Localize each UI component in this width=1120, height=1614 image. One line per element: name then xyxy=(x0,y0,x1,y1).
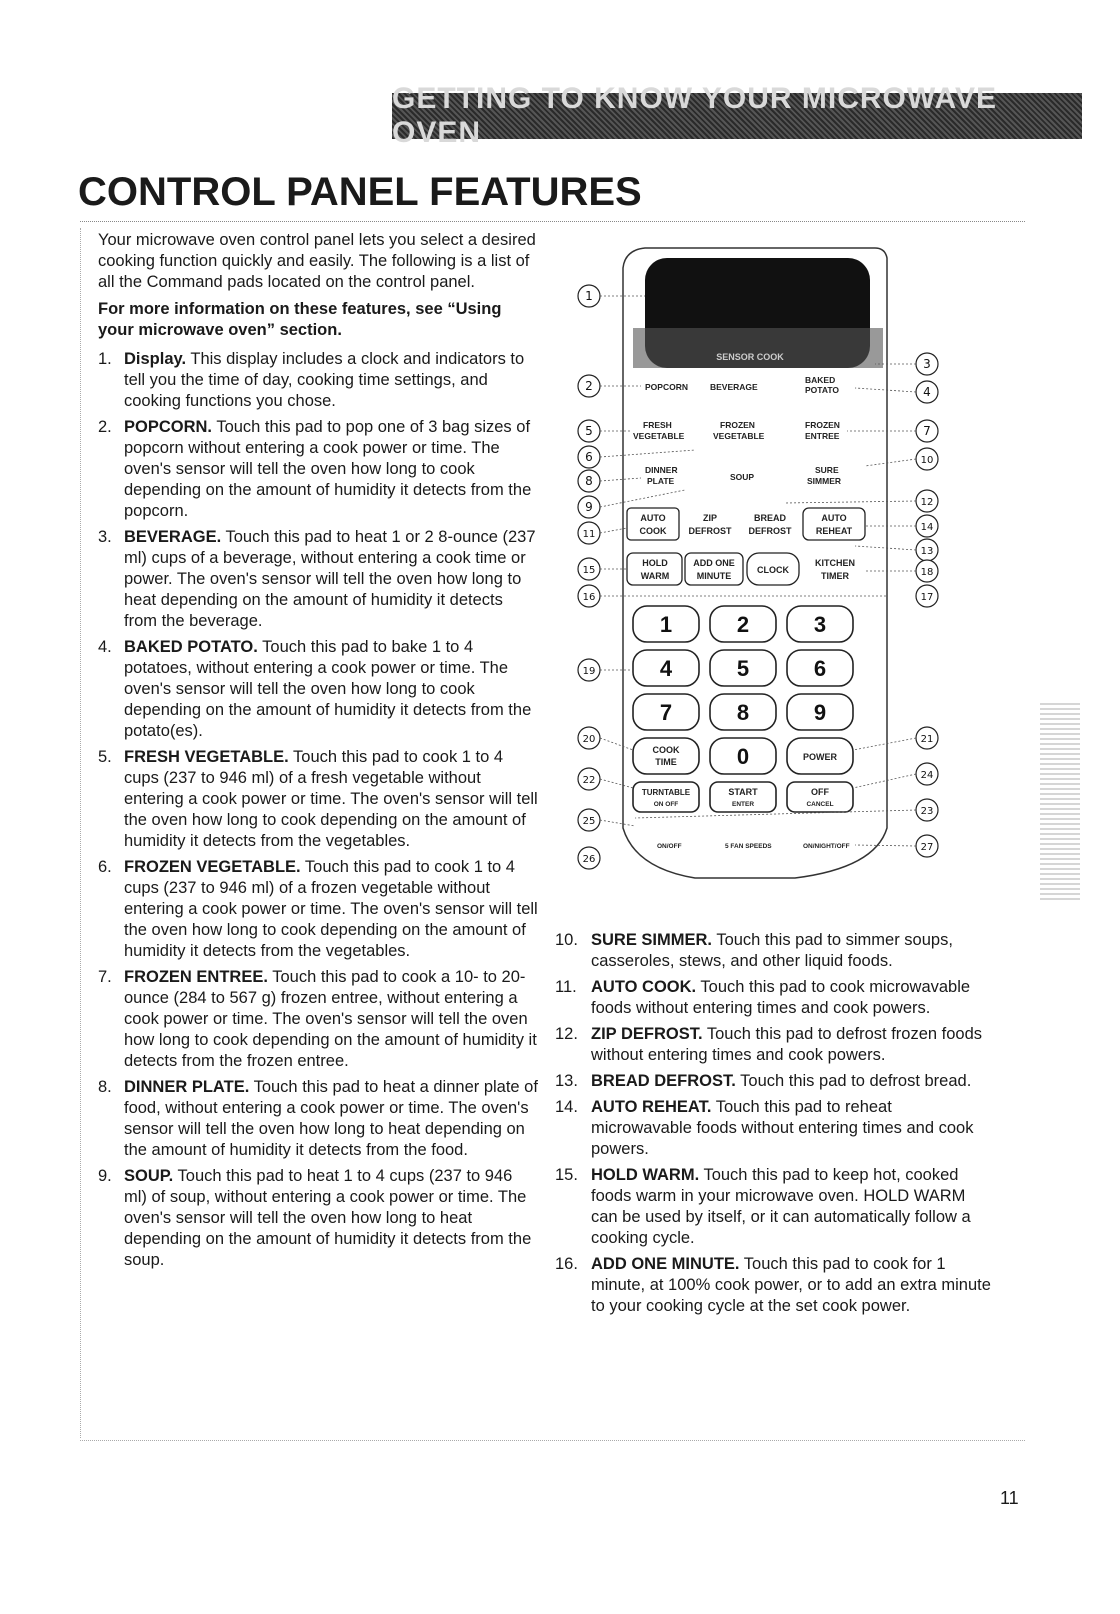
svg-text:17: 17 xyxy=(920,592,934,603)
callout-5 xyxy=(578,420,600,442)
svg-text:10: 10 xyxy=(920,455,934,466)
feature-text: Touch this pad to pop one of 3 bag sizes of popcorn without entering a cook power or time. The oven's sensor will tell the oven how long to cook depending on the amount of humidity it detects from the popcorn. xyxy=(124,418,532,520)
feature-number: 11. xyxy=(555,978,577,996)
key-fresh-vegetable-2: VEGETABLE xyxy=(633,431,685,441)
key-beverage[interactable]: BEVERAGE xyxy=(710,382,758,392)
callout-23 xyxy=(916,799,938,821)
key-turntable-2: ON OFF xyxy=(653,801,679,808)
callout-27 xyxy=(916,835,938,857)
callout-25 xyxy=(578,809,600,831)
intro-paragraph: Your microwave oven control panel lets you select a desired cooking function quickly and easily. The following is a list of all the Command pads located on the control panel. xyxy=(98,231,536,291)
key-power: POWER xyxy=(802,752,838,762)
feature-number: 12. xyxy=(555,1025,578,1043)
svg-text:5: 5 xyxy=(585,424,593,438)
key-off-2: CANCEL xyxy=(806,801,834,808)
key-frozen-vegetable-2: VEGETABLE xyxy=(713,431,765,441)
key-bread-defrost-2: DEFROST xyxy=(748,526,792,536)
svg-text:9: 9 xyxy=(585,500,593,514)
digit-0: 0 xyxy=(736,744,750,769)
callout-8 xyxy=(578,470,600,492)
key-hold-warm-2: WARM xyxy=(640,571,670,581)
svg-text:8: 8 xyxy=(585,474,593,488)
feature-item xyxy=(555,1254,995,1317)
left-border xyxy=(80,228,81,1438)
key-start-2: ENTER xyxy=(731,801,755,808)
callout-21 xyxy=(916,727,938,749)
callout-19 xyxy=(578,659,600,681)
feature-text: Touch this pad to defrost bread. xyxy=(740,1072,972,1090)
bottom-rule xyxy=(80,1440,1025,1441)
intro-note: For more information on these features, see “Using your microwave oven” section. xyxy=(98,300,502,339)
key-cook-time: COOK xyxy=(652,745,680,755)
feature-number: 8. xyxy=(98,1078,112,1096)
key-baked-potato[interactable]: BAKED xyxy=(805,375,836,385)
feature-number: 2. xyxy=(98,418,112,436)
digit-1: 1 xyxy=(659,612,673,637)
feature-name: SURE SIMMER. xyxy=(591,931,713,949)
feature-text: Touch this pad to cook for 1 minute, at 100% cook power, or to add an extra minute to your cooking cycle at the set cook power. xyxy=(591,1255,991,1315)
digit-7: 7 xyxy=(659,700,673,725)
display-band xyxy=(633,328,883,368)
key-frozen-entree[interactable]: FROZEN xyxy=(805,420,840,430)
feature-item xyxy=(98,1077,538,1161)
feature-item xyxy=(98,967,538,1072)
feature-item xyxy=(98,1166,538,1271)
feature-name: SOUP. xyxy=(124,1167,174,1185)
key-fresh-vegetable[interactable]: FRESH xyxy=(643,420,672,430)
svg-text:18: 18 xyxy=(920,567,934,578)
key-off: OFF xyxy=(811,787,829,797)
feature-name: BREAD DEFROST. xyxy=(591,1072,736,1090)
callout-3 xyxy=(916,353,938,375)
callout-9 xyxy=(578,496,600,518)
svg-text:4: 4 xyxy=(923,385,931,399)
key-frozen-entree-2: ENTREE xyxy=(805,431,840,441)
feature-text: Touch this pad to keep hot, cooked foods warm in your microwave oven. HOLD WARM can be used by itself, or it can automatically follow a cooking cycle. xyxy=(591,1166,971,1247)
feature-number: 6. xyxy=(98,858,112,876)
callout-10 xyxy=(916,448,938,470)
callout-14 xyxy=(916,515,938,537)
svg-text:26: 26 xyxy=(582,854,596,865)
svg-text:11: 11 xyxy=(582,529,596,540)
section-banner xyxy=(392,82,1082,149)
feature-item xyxy=(98,637,538,742)
callout-16 xyxy=(578,585,600,607)
feature-name: POPCORN. xyxy=(124,418,213,436)
key-sure-simmer-2: SIMMER xyxy=(807,476,841,486)
feature-name: FRESH VEGETABLE. xyxy=(124,748,289,766)
callout-11 xyxy=(578,522,600,544)
callout-2 xyxy=(578,375,600,397)
feature-text: This display includes a clock and indicators to tell you the time of day, cooking time settings, and cooking functions you chose. xyxy=(124,350,525,410)
feature-number: 13. xyxy=(555,1072,578,1090)
callout-15 xyxy=(578,558,600,580)
key-auto-reheat-2: REHEAT xyxy=(815,526,853,536)
callout-18 xyxy=(916,560,938,582)
feature-text: Touch this pad to heat 1 to 4 cups (237 to 946 ml) of soup, without entering a cook power or time. The oven's sensor will tell the oven how long to heat depending on the amount of humidity it detects from the soup. xyxy=(124,1167,532,1269)
key-fan-speeds[interactable]: 5 FAN SPEEDS xyxy=(725,843,772,850)
digit-2: 2 xyxy=(736,612,750,637)
svg-text:21: 21 xyxy=(920,734,934,745)
feature-number: 9. xyxy=(98,1167,112,1185)
svg-text:25: 25 xyxy=(582,816,596,827)
digit-3: 3 xyxy=(813,612,827,637)
digit-6: 6 xyxy=(813,656,827,681)
svg-text:6: 6 xyxy=(585,450,593,464)
key-popcorn[interactable]: POPCORN xyxy=(645,382,688,392)
digit-4: 4 xyxy=(659,656,673,681)
feature-text: Touch this pad to reheat microwavable foods without entering times and cook powers. xyxy=(591,1098,974,1158)
feature-name: FROZEN ENTREE. xyxy=(124,968,268,986)
page-number: 11 xyxy=(1000,1488,1019,1508)
digit-9: 9 xyxy=(813,700,827,725)
callout-26 xyxy=(578,847,600,869)
key-dinner-plate-2: PLATE xyxy=(647,476,675,486)
feature-item xyxy=(98,857,538,962)
feature-item xyxy=(98,747,538,852)
callout-17 xyxy=(916,585,938,607)
key-soup[interactable]: SOUP xyxy=(730,472,755,482)
svg-text:3: 3 xyxy=(923,357,931,371)
key-sure-simmer[interactable]: SURE xyxy=(815,465,839,475)
key-bread-defrost[interactable]: BREAD xyxy=(753,513,787,523)
feature-item xyxy=(555,1097,995,1160)
feature-name: HOLD WARM. xyxy=(591,1166,700,1184)
feature-name: DINNER PLATE. xyxy=(124,1078,250,1096)
feature-text: Touch this pad to cook a 10- to 20-ounce (284 to 567 g) frozen entree, without entering a cook power or time. The oven's sensor will tell the oven how long to cook depending on the amount of humidity it detects from the frozen entree. xyxy=(124,968,537,1070)
key-turntable: TURNTABLE xyxy=(641,788,691,797)
feature-text: Touch this pad to cook 1 to 4 cups (237 to 946 ml) of a frozen vegetable without entering a cook power or time. The oven's sensor will tell the oven how long to cook depending on the amount of humidity it detects from the vegetables. xyxy=(124,858,538,960)
feature-item xyxy=(555,977,995,1019)
feature-item xyxy=(555,1024,995,1066)
left-column xyxy=(98,230,538,1276)
feature-number: 3. xyxy=(98,528,112,546)
key-cook-time-2: TIME xyxy=(655,757,677,767)
feature-text: Touch this pad to simmer soups, casseroles, stews, and other liquid foods. xyxy=(591,931,953,970)
feature-number: 16. xyxy=(555,1255,578,1273)
key-frozen-vegetable[interactable]: FROZEN xyxy=(720,420,755,430)
callout-20 xyxy=(578,727,600,749)
svg-text:13: 13 xyxy=(920,546,934,557)
display-label: SENSOR COOK xyxy=(716,352,784,362)
key-dinner-plate[interactable]: DINNER xyxy=(645,465,678,475)
svg-text:23: 23 xyxy=(920,806,934,817)
svg-text:27: 27 xyxy=(920,842,934,853)
control-panel-illustration xyxy=(575,228,1015,920)
feature-item xyxy=(98,417,538,522)
callout-12 xyxy=(916,490,938,512)
key-add-one-minute: ADD ONE xyxy=(693,558,735,568)
feature-name: BAKED POTATO. xyxy=(124,638,258,656)
callout-4 xyxy=(916,381,938,403)
key-auto-cook-2: COOK xyxy=(639,526,667,536)
feature-number: 5. xyxy=(98,748,112,766)
key-baked-potato-2: POTATO xyxy=(805,385,839,395)
key-zip-defrost[interactable]: ZIP xyxy=(702,513,718,523)
feature-text: Touch this pad to heat 1 or 2 8-ounce (237 ml) cups of a beverage, without entering a cook time or power. The oven's sensor will tell the oven how long to heat depending on the amount of humidity it detects from the beverage. xyxy=(124,528,536,630)
callout-22 xyxy=(578,768,600,790)
digit-5: 5 xyxy=(736,656,750,681)
callout-24 xyxy=(916,763,938,785)
svg-text:2: 2 xyxy=(585,379,593,393)
feature-number: 15. xyxy=(555,1166,578,1184)
feature-name: ZIP DEFROST. xyxy=(591,1025,703,1043)
key-zip-defrost-2: DEFROST xyxy=(688,526,732,536)
feature-text: Touch this pad to heat a dinner plate of food, without entering a cook power or time. The oven's sensor will tell the oven how long to heat depending on the amount of humidity it detects from the food. xyxy=(124,1078,538,1159)
key-night-light[interactable]: ON/NIGHT/OFF xyxy=(803,843,850,850)
feature-text: Touch this pad to cook microwavable foods without entering times and cook powers. xyxy=(591,978,971,1017)
feature-name: BEVERAGE. xyxy=(124,528,222,546)
key-light-on-off[interactable]: ON/OFF xyxy=(657,843,682,850)
feature-name: Display. xyxy=(124,350,187,368)
key-kitchen-timer-2: TIMER xyxy=(821,571,849,581)
feature-text: Touch this pad to cook 1 to 4 cups (237 to 946 ml) of a fresh vegetable without entering a cook power or time. The oven's sensor will tell the oven how long to cook depending on the amount of humidity it detects from the vegetables. xyxy=(124,748,538,850)
cook-time-button[interactable] xyxy=(633,738,699,774)
key-clock: CLOCK xyxy=(757,565,789,575)
callout-6 xyxy=(578,446,600,468)
feature-name: AUTO REHEAT. xyxy=(591,1098,712,1116)
svg-text:20: 20 xyxy=(582,734,596,745)
right-column xyxy=(555,930,995,1322)
feature-name: ADD ONE MINUTE. xyxy=(591,1255,740,1273)
control-panel-diagram xyxy=(575,228,1015,920)
feature-item xyxy=(555,930,995,972)
svg-text:12: 12 xyxy=(920,497,934,508)
feature-name: AUTO COOK. xyxy=(591,978,697,996)
callout-7 xyxy=(916,420,938,442)
feature-item xyxy=(98,349,538,412)
key-add-one-minute-2: MINUTE xyxy=(696,571,732,581)
key-kitchen-timer[interactable]: KITCHEN xyxy=(815,558,855,568)
feature-number: 4. xyxy=(98,638,112,656)
key-hold-warm: HOLD xyxy=(642,558,668,568)
feature-item xyxy=(98,527,538,632)
callout-1 xyxy=(578,285,600,307)
feature-number: 14. xyxy=(555,1098,578,1116)
language-side-tab xyxy=(1040,700,1080,900)
svg-text:22: 22 xyxy=(582,775,596,786)
feature-number: 1. xyxy=(98,350,112,368)
feature-name: FROZEN VEGETABLE. xyxy=(124,858,301,876)
key-auto-cook: AUTO xyxy=(640,513,666,523)
svg-text:24: 24 xyxy=(920,770,934,781)
svg-text:19: 19 xyxy=(582,666,596,677)
svg-text:7: 7 xyxy=(923,424,931,438)
svg-text:15: 15 xyxy=(582,565,596,576)
key-start: START xyxy=(728,787,758,797)
feature-item xyxy=(555,1165,995,1249)
feature-number: 10. xyxy=(555,931,578,949)
callout-13 xyxy=(916,539,938,561)
feature-item xyxy=(555,1071,995,1092)
feature-text: Touch this pad to defrost frozen foods without entering times and cook powers. xyxy=(591,1025,983,1064)
feature-text: Touch this pad to bake 1 to 4 potatoes, without entering a cook power or time. The oven's sensor will tell the oven how long to cook depending on the amount of humidity it detects from the potato(es). xyxy=(124,638,532,740)
svg-text:16: 16 xyxy=(582,592,596,603)
page-title: CONTROL PANEL FEATURES xyxy=(78,170,642,214)
svg-text:1: 1 xyxy=(585,289,593,303)
key-auto-reheat: AUTO xyxy=(821,513,847,523)
banner-text: GETTING TO KNOW YOUR MICROWAVE OVEN xyxy=(392,82,998,149)
digit-8: 8 xyxy=(736,700,750,725)
title-rule xyxy=(80,221,1025,222)
svg-text:14: 14 xyxy=(920,522,934,533)
feature-number: 7. xyxy=(98,968,112,986)
